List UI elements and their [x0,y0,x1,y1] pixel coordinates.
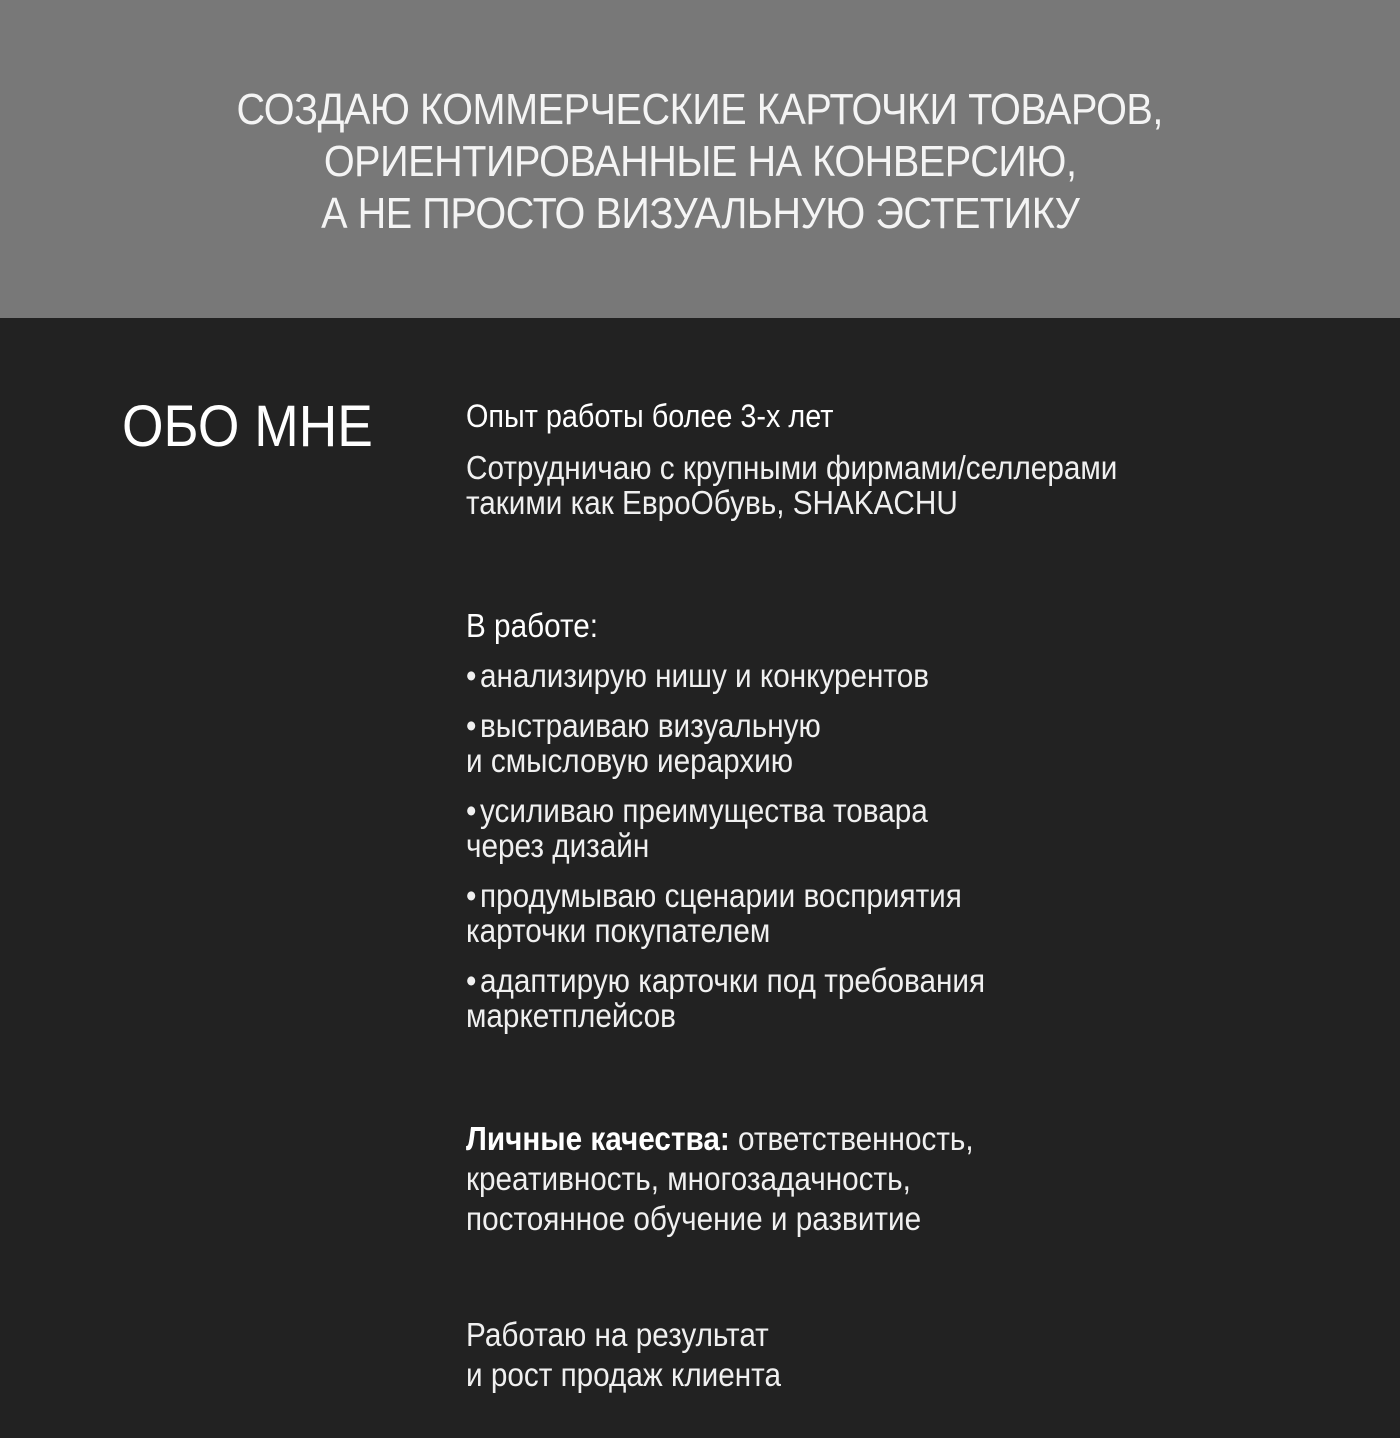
qualities-text-1: ответственность, [729,1120,974,1157]
result-line-1: Работаю на результат [466,1316,769,1353]
list-item-text-continued: маркетплейсов [466,997,676,1034]
qualities-text-2: креативность, многозадачность, [466,1160,911,1197]
hero-banner [0,0,1400,318]
about-section [0,318,1400,1438]
list-item-text-continued: карточки покупателем [466,912,771,949]
list-item-text: продумываю сценарии восприятия [480,877,962,914]
partners-line-1: Сотрудничаю с крупными фирмами/селлерами [466,449,1118,486]
list-item [466,793,1258,863]
result-statement [466,1315,1258,1395]
work-list [466,658,1346,1033]
hero-tagline-line-3: А НЕ ПРОСТО ВИЗУАЛЬНУЮ ЭСТЕТИКУ [320,189,1080,238]
bullet-icon: • [466,877,477,914]
work-heading: В работе: [466,607,599,644]
qualities-label: Личные качества: [466,1120,730,1157]
result-line-2: и рост продаж клиента [466,1356,781,1393]
list-item-text: усиливаю преимущества товара [480,792,928,829]
list-item-text-continued: через дизайн [466,827,650,864]
list-item [466,658,1258,693]
bullet-icon: • [466,792,477,829]
qualities-text-3: постоянное обучение и развитие [466,1200,922,1237]
list-item [466,963,1258,1033]
list-item-text: выстраиваю визуальную [480,707,821,744]
about-content [466,396,1346,1395]
experience-text: Опыт работы более 3-х лет [466,398,834,434]
personal-qualities [466,1119,1258,1239]
hero-tagline-line-1: СОЗДАЮ КОММЕРЧЕСКИЕ КАРТОЧКИ ТОВАРОВ, [236,85,1164,134]
bullet-icon: • [466,707,477,744]
partners-line-2: такими как ЕвроОбувь, SHAKACHU [466,484,958,521]
list-item [466,708,1258,778]
list-item-text: анализирую нишу и конкурентов [480,657,929,694]
hero-tagline-line-2: ОРИЕНТИРОВАННЫЕ НА КОНВЕРСИЮ, [323,137,1077,186]
about-title: ОБО МНЕ [122,394,373,459]
list-item [466,878,1258,948]
list-item-text-continued: и смысловую иерархию [466,742,794,779]
list-item-text: адаптирую карточки под требования [480,962,986,999]
partners-text [466,450,1258,520]
bullet-icon: • [466,962,477,999]
bullet-icon: • [466,657,477,694]
